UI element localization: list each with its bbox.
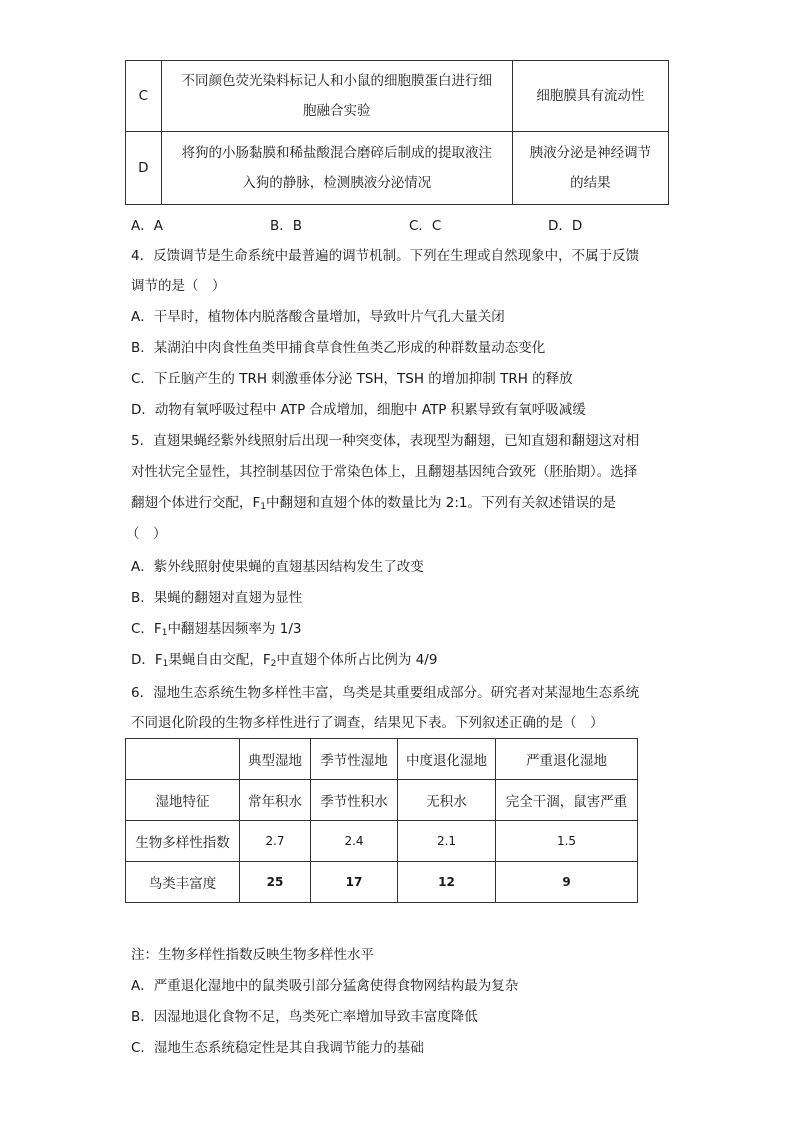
option-text: 中直翅个体所占比例为 4/9 — [276, 652, 438, 668]
table-row — [126, 821, 638, 862]
table-cell: 1.5 — [496, 821, 638, 862]
subscript: 1 — [162, 659, 169, 669]
q4-option-c[interactable]: C．下丘脑产生的 TRH 刺激垂体分泌 TSH，TSH 的增加抑制 TRH 的释放 — [131, 371, 573, 387]
option-d[interactable]: D．D — [548, 218, 583, 234]
q5-stem: 5．直翅果蝇经紫外线照射后出现一种突变体，表现型为翻翅，已知直翅和翻翅这对相 — [131, 433, 640, 449]
conclusion-cell — [512, 132, 668, 205]
q6-option-a[interactable]: A．严重退化湿地中的鼠类吸引部分猛禽使得食物网结构最为复杂 — [131, 978, 519, 994]
table-cell: 12 — [398, 862, 496, 903]
q5-option-c[interactable] — [131, 619, 301, 643]
experiment-cell — [161, 132, 512, 205]
q4-option-d[interactable]: D．动物有氧呼吸过程中 ATP 合成增加，细胞中 ATP 积累导致有氧呼吸减缓 — [131, 402, 586, 418]
table-cell: 完全干涸，鼠害严重 — [496, 780, 638, 821]
experiment-text: 入狗的静脉，检测胰液分泌情况 — [242, 175, 432, 191]
header-cell — [126, 739, 240, 780]
q5-option-a[interactable]: A．紫外线照射使果蝇的直翅基因结构发生了改变 — [131, 559, 424, 575]
q4-option-b[interactable]: B．某湖泊中肉食性鱼类甲捕食草食性鱼类乙形成的种群数量动态变化 — [131, 340, 546, 356]
q6-option-c[interactable]: C．湿地生态系统稳定性是其自我调节能力的基础 — [131, 1040, 424, 1056]
subscript: 1 — [161, 628, 168, 638]
table-row — [126, 780, 638, 821]
q5-stem: 对性状完全显性，其控制基因位于常染色体上，且翻翅基因纯合致死（胚胎期）。选择 — [131, 464, 638, 480]
q5-stem-text: 翻翅个体进行交配，F — [131, 495, 261, 511]
header-cell: 中度退化湿地 — [398, 739, 496, 780]
row-letter: C — [126, 61, 162, 132]
experiment-cell — [161, 61, 512, 132]
experiment-table — [125, 60, 669, 205]
q4-option-a[interactable]: A．干旱时，植物体内脱落酸含量增加，导致叶片气孔大量关闭 — [131, 309, 505, 325]
table-row — [126, 132, 669, 205]
conclusion-text: 胰液分泌是神经调节 — [529, 145, 652, 161]
conclusion-cell — [512, 61, 668, 132]
conclusion-text: 细胞膜具有流动性 — [536, 88, 645, 104]
wetland-table — [125, 738, 638, 903]
subscript: 2 — [270, 659, 277, 669]
q5-option-b[interactable]: B．果蝇的翻翅对直翅为显性 — [131, 590, 303, 606]
q3-options — [131, 214, 671, 234]
table-cell: 9 — [496, 862, 638, 903]
experiment-text: 胞融合实验 — [302, 103, 371, 119]
q5-option-d[interactable] — [131, 650, 437, 674]
row-label: 鸟类丰富度 — [126, 862, 240, 903]
header-cell: 典型湿地 — [240, 739, 311, 780]
table-row — [126, 862, 638, 903]
table-header-row — [126, 739, 638, 780]
table-cell: 2.7 — [240, 821, 311, 862]
table-cell: 17 — [311, 862, 398, 903]
table-row — [126, 61, 669, 132]
q4-stem: 调节的是（ ） — [131, 278, 226, 294]
table-cell: 2.1 — [398, 821, 496, 862]
subscript: 1 — [260, 502, 266, 512]
table-cell: 常年积水 — [240, 780, 311, 821]
row-label: 湿地特征 — [126, 780, 240, 821]
row-label: 生物多样性指数 — [126, 821, 240, 862]
q4-stem: 4．反馈调节是生命系统中最普遍的调节机制。下列在生理或自然现象中，不属于反馈 — [131, 248, 640, 264]
table-cell: 季节性积水 — [311, 780, 398, 821]
option-text: 果蝇自由交配，F — [168, 652, 271, 668]
q6-note: 注：生物多样性指数反映生物多样性水平 — [131, 947, 374, 963]
option-c[interactable]: C．C — [409, 218, 442, 234]
conclusion-text: 的结果 — [570, 175, 611, 191]
q6-stem: 不同退化阶段的生物多样性进行了调查，结果见下表。下列叙述正确的是（ ） — [131, 715, 604, 731]
q5-stem: （ ） — [126, 526, 167, 542]
row-letter: D — [126, 132, 162, 205]
q6-option-b[interactable]: B．因湿地退化食物不足，鸟类死亡率增加导致丰富度降低 — [131, 1009, 478, 1025]
table-cell: 25 — [240, 862, 311, 903]
option-b[interactable]: B．B — [270, 218, 303, 234]
q5-stem — [131, 493, 616, 517]
q6-stem: 6．湿地生态系统生物多样性丰富，鸟类是其重要组成部分。研究者对某湿地生态系统 — [131, 685, 640, 701]
header-cell: 季节性湿地 — [311, 739, 398, 780]
option-text: D．F — [131, 652, 163, 668]
option-text: 中翻翅基因频率为 1/3 — [167, 621, 302, 637]
q5-stem-text: 中翻翅和直翅个体的数量比为 2:1。下列有关叙述错误的是 — [266, 495, 617, 511]
option-a[interactable]: A．A — [131, 218, 163, 234]
experiment-text: 将狗的小肠黏膜和稀盐酸混合磨碎后制成的提取液注 — [181, 145, 492, 161]
table-cell: 无积水 — [398, 780, 496, 821]
header-cell: 严重退化湿地 — [496, 739, 638, 780]
table-cell: 2.4 — [311, 821, 398, 862]
experiment-text: 不同颜色荧光染料标记人和小鼠的细胞膜蛋白进行细 — [181, 73, 492, 89]
option-text: C．F — [131, 621, 162, 637]
